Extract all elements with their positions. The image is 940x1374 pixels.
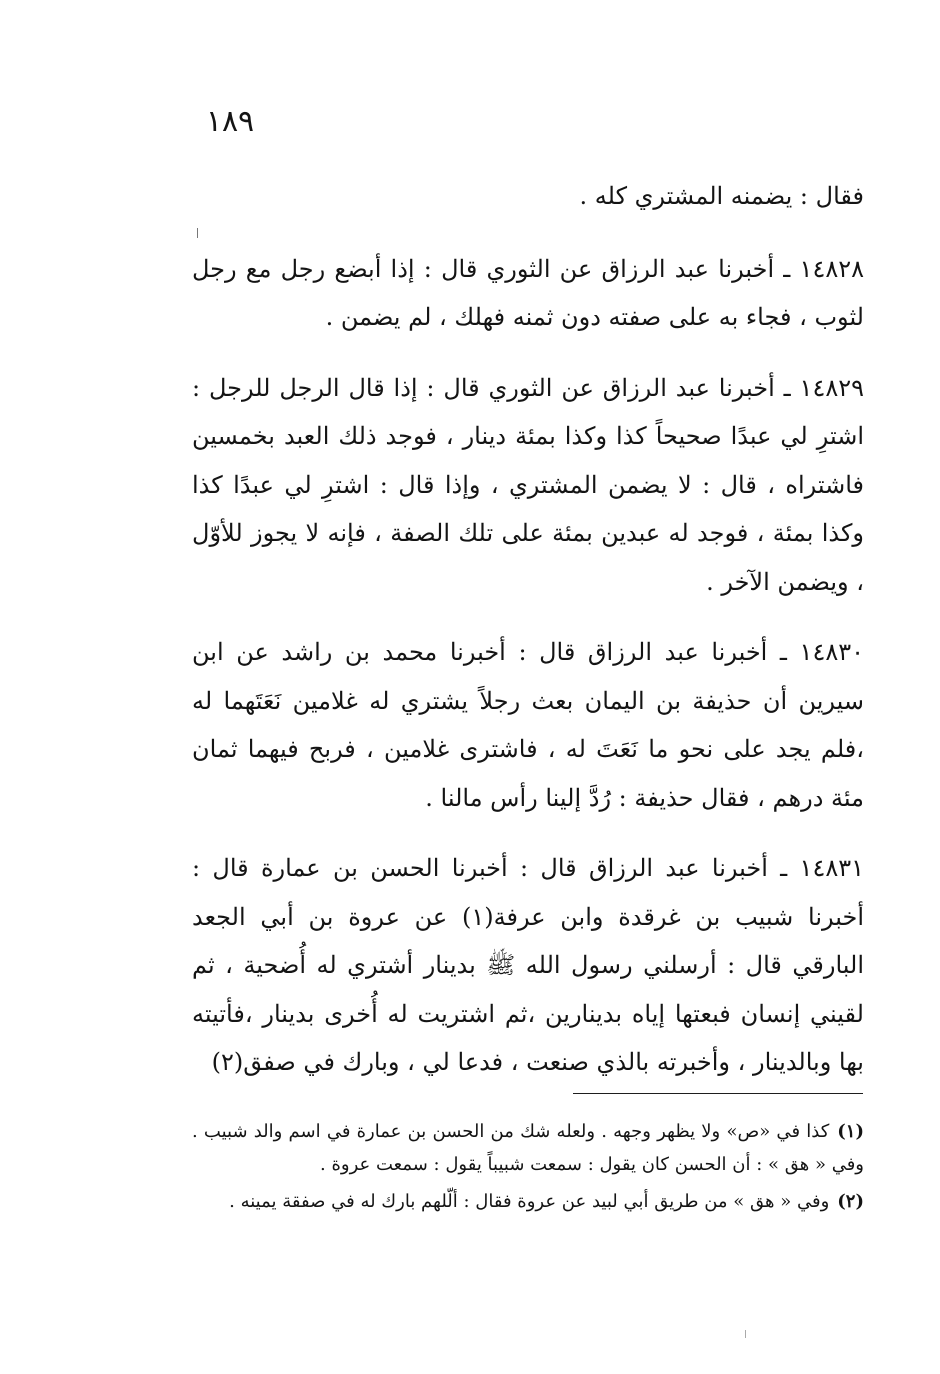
footnote-2-text: وفي « هق » من طريق أبي لبيد عن عروة فقال : ألّلهم بارك له في صفقة يمينه . (229, 1191, 830, 1212)
footnotes (192, 1115, 864, 1222)
paragraph-14830: ١٤٨٣٠ ـ أخبرنا عبد الرزاق قال : أخبرنا محمد بن راشد عن ابن سيرين أن حذيفة بن اليمان بعث رجلاً يشتري له غلامين نَعَتَهما له ،فلم يجد على نحو ما نَعَتَ له ، فاشترى غلامين ، فربح فيهما ثمان مئة درهم ، فقال حذيفة : رُدَّ إلينا رأس مالنا . (192, 638, 864, 812)
paragraph-continuation: فقال : يضمنه المشتري كله . (579, 182, 864, 210)
footnote-divider (573, 1093, 863, 1094)
footnote-1-number: (١) (837, 1121, 864, 1142)
footnote-1 (192, 1115, 864, 1181)
main-text (192, 172, 864, 1109)
footnote-2-number: (٢) (837, 1191, 864, 1212)
footnote-2 (192, 1185, 864, 1218)
paragraph-14829: ١٤٨٢٩ ـ أخبرنا عبد الرزاق عن الثوري قال : إذا قال الرجل للرجل : اشترِ لي عبدًا صحيحاً كذا وكذا بمئة دينار ، فوجد ذلك العبد بخمسين فاشتراه ، قال : لا يضمن المشتري ، وإذا قال : اشترِ لي عبدًا كذا وكذا بمئة ، فوجد له عبدين بمئة على تلك الصفة ، فإنه لا يجوز للأوّل ، ويضمن الآخر . (192, 373, 864, 596)
paragraph-14828: ١٤٨٢٨ ـ أخبرنا عبد الرزاق عن الثوري قال : إذا أبضع رجل مع رجل لثوب ، فجاء به على صفته دون ثمنه فهلك ، لم يضمن . (192, 254, 864, 331)
scan-speck (745, 1330, 746, 1338)
footnote-1-text: كذا في «ص» ولا يظهر وجهه . ولعله شك من الحسن بن عمارة في اسم والد شبيب . وفي « هق » : أن الحسن كان يقول : سمعت شبيباً يقول : سمعت عروة . (192, 1121, 864, 1175)
page-number: ١٨٩ (205, 104, 255, 139)
paragraph-14831: ١٤٨٣١ ـ أخبرنا عبد الرزاق قال : أخبرنا الحسن بن عمارة قال : أخبرنا شبيب بن غرقدة وابن عرفة(١) عن عروة بن أبي الجعد البارقي قال : أرسلني رسول الله ﷺ بدينار أشتري له أُضحية ، ثم لقيني إنسان فبعتها إياه بدينارين ،ثم اشتريت له أُخرى بدينار ،فأتيته بها وبالدينار ، وأخبرته بالذي صنعت ، فدعا لي ، وبارك في صفق(٢) (192, 854, 864, 1076)
